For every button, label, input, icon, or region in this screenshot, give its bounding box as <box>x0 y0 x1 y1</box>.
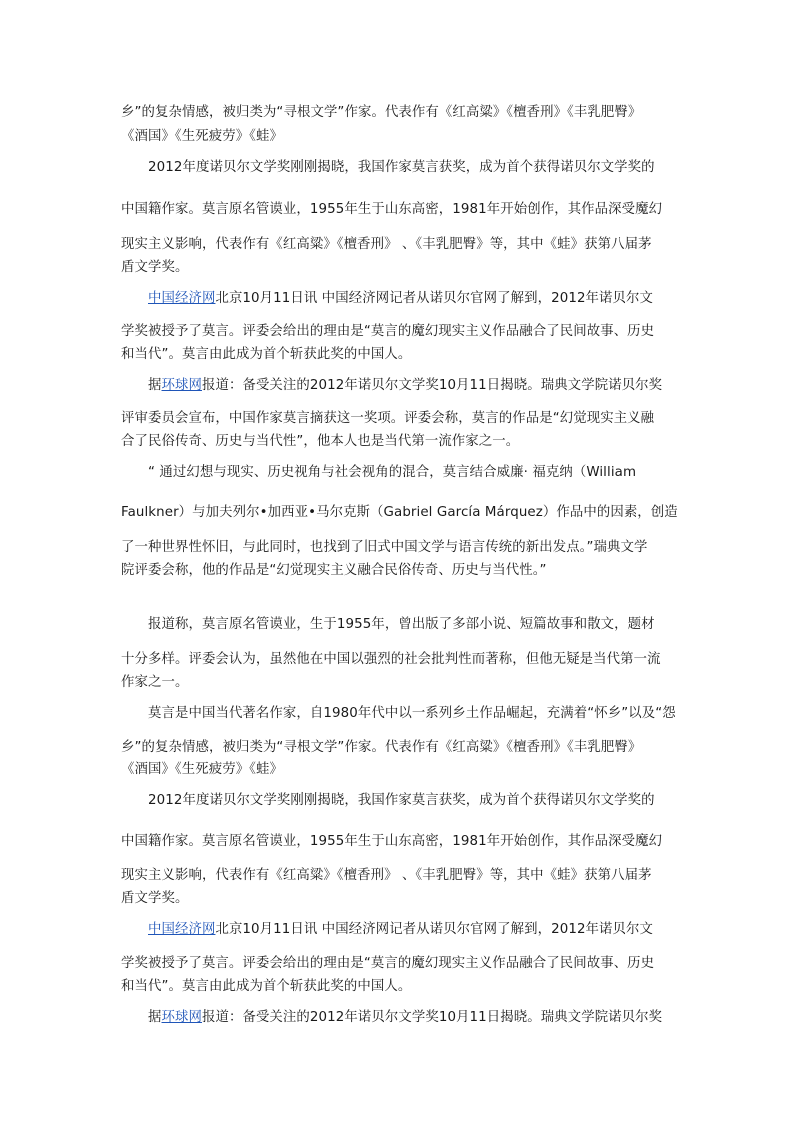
text-line: 现实主义影响，代表作有《红高粱》《檀香刑》 、《丰乳肥臀》等，其中《蛙》获第八届茅 <box>121 868 652 883</box>
text-line <box>121 374 662 393</box>
text-line: 院评委会称，他的作品是“幻觉现实主义融合民俗传奇、历史与当代性。” <box>121 563 547 578</box>
text-fragment: 北京10月11日讯 中国经济网记者从诺贝尔官网了解到，2012年诺贝尔文 <box>215 291 654 306</box>
text-line: 评审委员会宣布，中国作家莫言摘获这一奖项。评委会称，莫言的作品是“幻觉现实主义融 <box>121 411 655 426</box>
text-line: 了一种世界性怀旧，与此同时，也找到了旧式中国文学与语言传统的新出发点。”瑞典文学 <box>121 540 648 555</box>
text-line: 中国籍作家。莫言原名管谟业，1955年生于山东高密，1981年开始创作，其作品深受魔幻 <box>121 834 663 849</box>
text-line <box>121 287 653 306</box>
text-line: 《酒国》《生死疲劳》《蛙》 <box>121 762 283 777</box>
text-fragment: 报道：备受关注的2012年诺贝尔文学奖10月11日揭晓。瑞典文学院诺贝尔奖 <box>201 378 663 393</box>
text-line: “ 通过幻想与现实、历史视角与社会视角的混合，莫言结合威廉· 福克纳（William <box>148 465 637 480</box>
text-line: 盾文学奖。 <box>121 891 189 906</box>
text-line: Faulkner）与加夫列尔•加西亚•马尔克斯（Gabriel García Márquez）作品中的因素，创造 <box>121 505 678 520</box>
text-line: 合了民俗传奇、历史与当代性”，他本人也是当代第一流作家之一。 <box>121 434 520 449</box>
text-fragment: 北京10月11日讯 中国经济网记者从诺贝尔官网了解到，2012年诺贝尔文 <box>215 922 654 937</box>
text-fragment: 据 <box>148 378 162 393</box>
text-fragment: 据 <box>148 1010 162 1025</box>
text-line: 2012年度诺贝尔文学奖刚刚揭晓，我国作家莫言获奖，成为首个获得诺贝尔文学奖的 <box>148 160 655 175</box>
text-line: 2012年度诺贝尔文学奖刚刚揭晓，我国作家莫言获奖，成为首个获得诺贝尔文学奖的 <box>148 793 655 808</box>
text-line: 《酒国》《生死疲劳》《蛙》 <box>121 129 283 144</box>
link-huanqiu[interactable]: 环球网 <box>161 378 202 393</box>
text-line: 报道称，莫言原名管谟业，生于1955年，曾出版了多部小说、短篇故事和散文，题材 <box>148 617 655 632</box>
text-line: 现实主义影响，代表作有《红高粱》《檀香刑》 、《丰乳肥臀》等，其中《蛙》获第八届茅 <box>121 237 652 252</box>
text-line: 和当代”。莫言由此成为首个斩获此奖的中国人。 <box>121 979 412 994</box>
text-line: 十分多样。评委会认为，虽然他在中国以强烈的社会批判性而著称，但他无疑是当代第一流 <box>121 652 661 667</box>
text-line: 莫言是中国当代著名作家，自1980年代中以一系列乡土作品崛起，充满着“怀乡”以及“怨 <box>148 706 676 721</box>
text-line: 中国籍作家。莫言原名管谟业，1955年生于山东高密，1981年开始创作，其作品深受魔幻 <box>121 202 663 217</box>
link-ce-net[interactable]: 中国经济网 <box>148 922 216 937</box>
text-line: 乡”的复杂情感，被归类为“寻根文学”作家。代表作有《红高粱》《檀香刑》《丰乳肥臀》 <box>121 105 642 120</box>
text-line: 和当代”。莫言由此成为首个斩获此奖的中国人。 <box>121 347 412 362</box>
text-line: 盾文学奖。 <box>121 260 189 275</box>
text-line: 乡”的复杂情感，被归类为“寻根文学”作家。代表作有《红高粱》《檀香刑》《丰乳肥臀》 <box>121 740 642 755</box>
text-line: 学奖被授予了莫言。评委会给出的理由是“莫言的魔幻现实主义作品融合了民间故事、历史 <box>121 956 655 971</box>
link-huanqiu[interactable]: 环球网 <box>161 1010 202 1025</box>
text-line: 学奖被授予了莫言。评委会给出的理由是“莫言的魔幻现实主义作品融合了民间故事、历史 <box>121 324 655 339</box>
text-line: 作家之一。 <box>121 675 189 690</box>
text-line <box>121 1006 662 1025</box>
text-fragment: 报道：备受关注的2012年诺贝尔文学奖10月11日揭晓。瑞典文学院诺贝尔奖 <box>201 1010 663 1025</box>
text-line <box>121 918 653 937</box>
link-ce-net[interactable]: 中国经济网 <box>148 291 216 306</box>
